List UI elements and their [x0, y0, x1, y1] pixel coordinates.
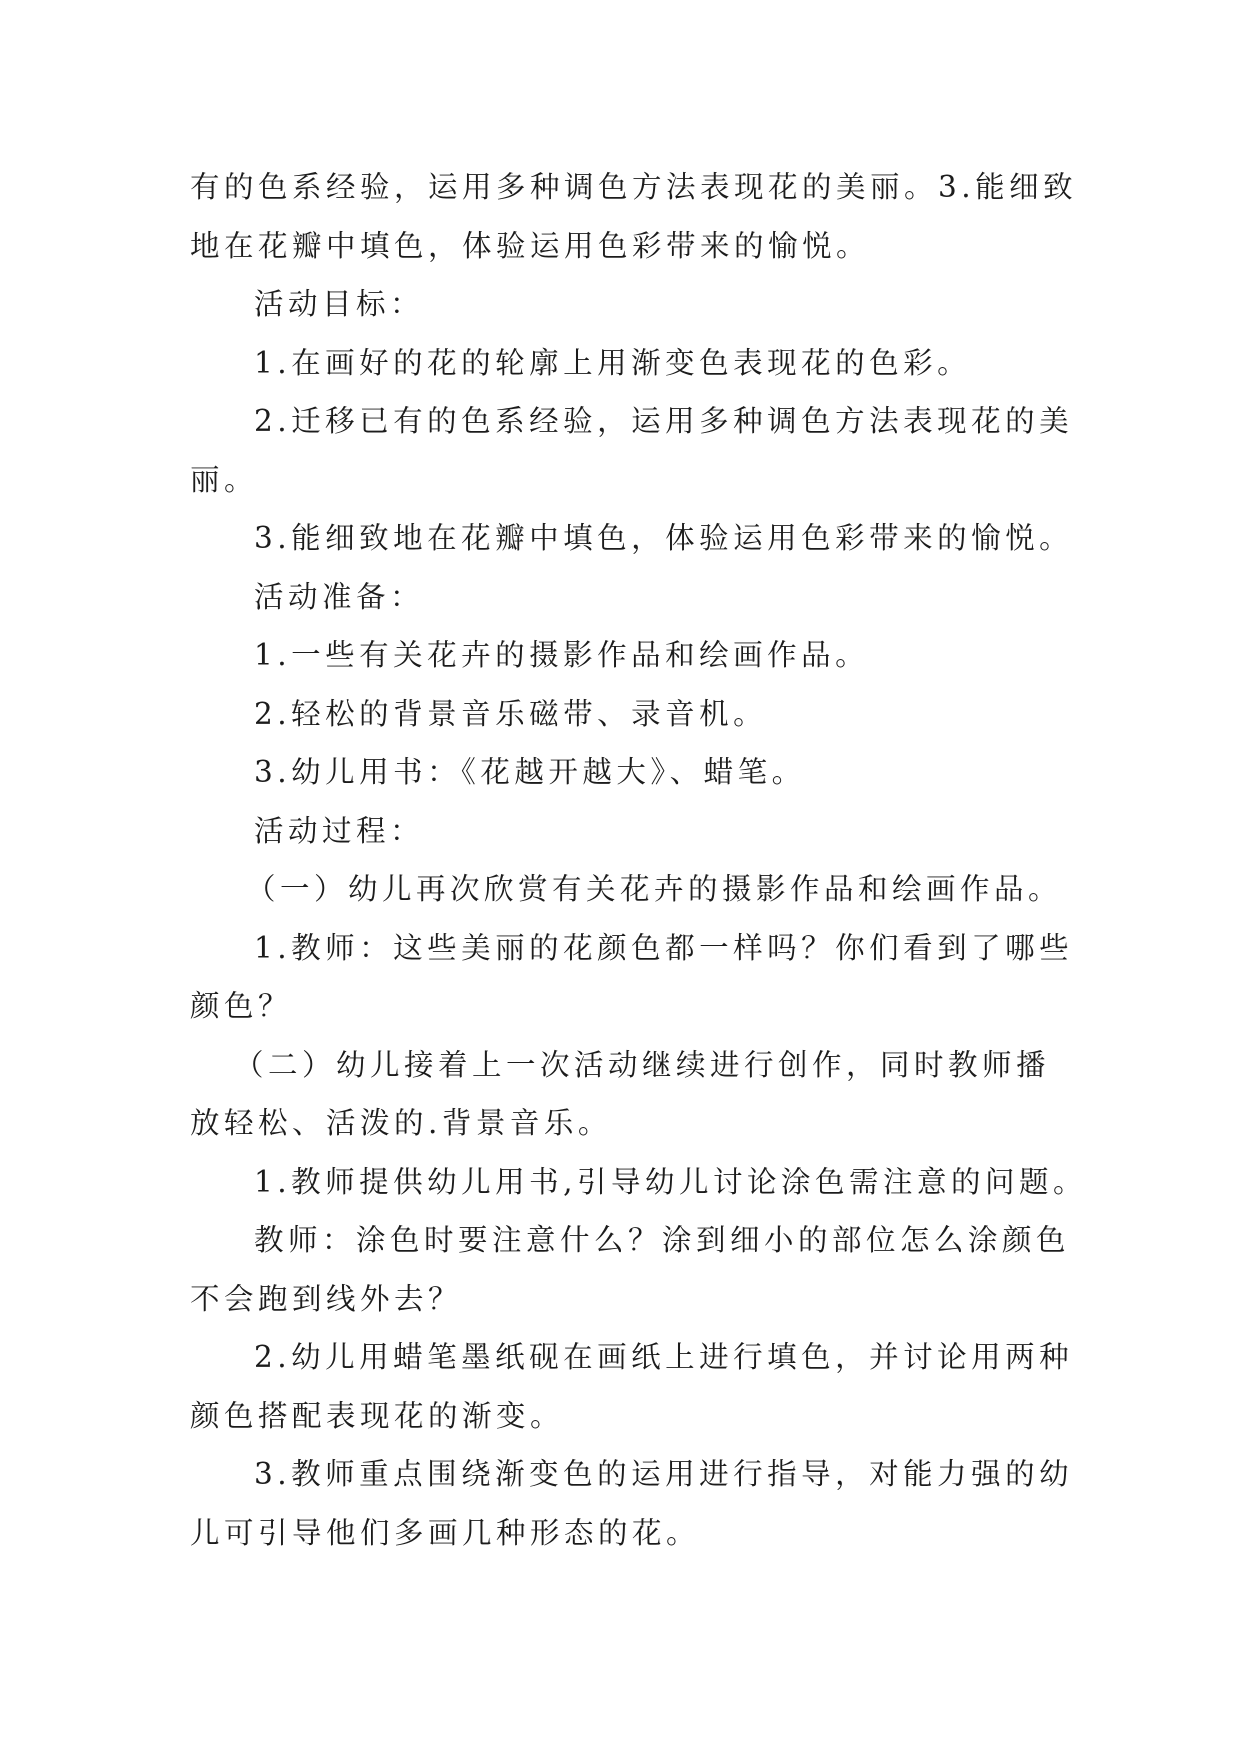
section-heading-goals: 活动目标：: [254, 287, 425, 321]
list-item: 1.教师提供幼儿用书,引导幼儿讨论涂色需注意的问题。: [254, 1164, 1088, 1199]
list-item: 2.轻松的背景音乐磁带、录音机。: [254, 696, 768, 731]
list-item: 3.能细致地在花瓣中填色，体验运用色彩带来的愉悦。: [254, 521, 1074, 555]
section-heading-preparation: 活动准备：: [254, 579, 425, 614]
text-line: 教师：涂色时要注意什么？涂到细小的部位怎么涂颜色: [254, 1223, 1071, 1257]
text-line: 颜色？: [190, 989, 293, 1023]
section-heading-process: 活动过程：: [254, 813, 425, 848]
text-line: 儿可引导他们多画几种形态的花。: [190, 1515, 701, 1550]
step-heading: （二）幼儿接着上一次活动继续进行创作，同时教师播: [234, 1047, 1051, 1082]
text-line: 丽。: [190, 462, 259, 497]
text-line: 放轻松、活泼的.背景音乐。: [190, 1106, 612, 1140]
step-heading: （一）幼儿再次欣赏有关花卉的摄影作品和绘画作品。: [246, 872, 1063, 906]
list-item: 3.幼儿用书：《花越开越大》、蜡笔。: [254, 755, 806, 789]
text-line: 颜色搭配表现花的渐变。: [190, 1398, 565, 1433]
list-item: 1.教师：这些美丽的花颜色都一样吗？你们看到了哪些: [254, 930, 1074, 965]
text-line: 地在花瓣中填色，体验运用色彩带来的愉悦。: [190, 228, 871, 263]
text-line: 不会跑到线外去？: [190, 1281, 463, 1316]
list-item: 3.教师重点围绕渐变色的运用进行指导，对能力强的幼: [254, 1457, 1074, 1491]
list-item: 2.幼儿用蜡笔墨纸砚在画纸上进行填色，并讨论用两种: [254, 1340, 1074, 1374]
text-line: 有的色系经验，运用多种调色方法表现花的美丽。3.能细致: [190, 170, 1078, 204]
list-item: 1.在画好的花的轮廓上用渐变色表现花的色彩。: [254, 345, 972, 380]
document-body: [190, 158, 1088, 1562]
list-item: 2.迁移已有的色系经验，运用多种调色方法表现花的美: [254, 404, 1074, 438]
list-item: 1.一些有关花卉的摄影作品和绘画作品。: [254, 638, 870, 672]
